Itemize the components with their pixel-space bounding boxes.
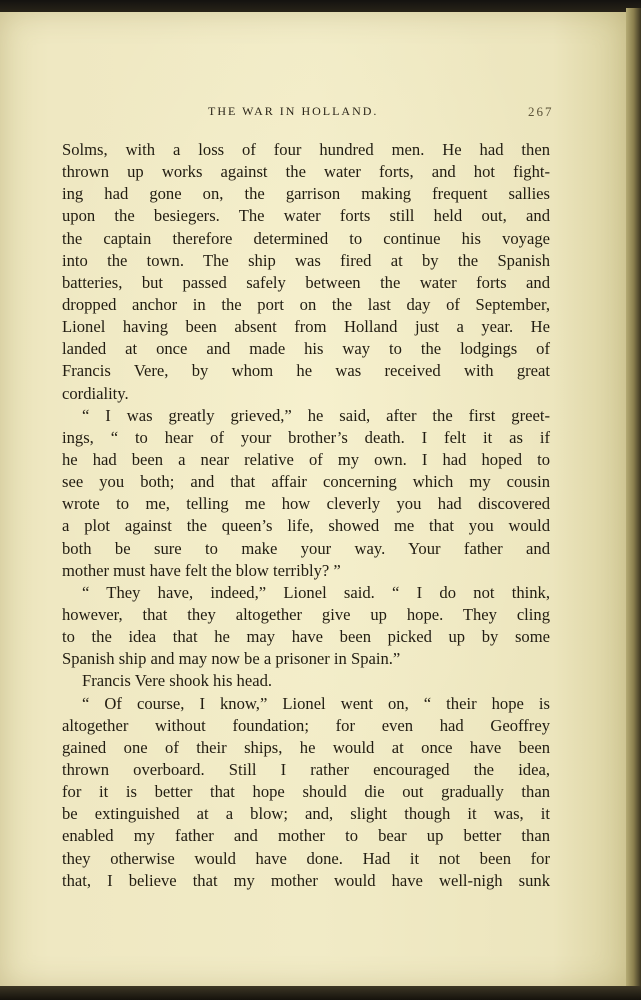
text-line: “ Of course, I know,” Lionel went on, “ their hope is [82, 693, 550, 713]
page-number: 267 [528, 104, 554, 119]
text-line: ings, “ to hear of your brother’s death. I felt it as if [62, 427, 550, 447]
text-line: Lionel having been absent from Holland just a year. He [62, 317, 550, 337]
text-line: see you both; and that affair concerning which my cousin [62, 472, 550, 492]
text-line: mother must have felt the blow terribly? ” [62, 560, 341, 580]
text-line: Solms, with a loss of four hundred men. He had then [62, 140, 550, 159]
bottom-edge [0, 986, 641, 1000]
book-page [0, 12, 628, 988]
text-line: a plot against the queen’s life, showed me that you would [62, 516, 550, 536]
text-line: dropped anchor in the port on the last day of September, [62, 294, 550, 314]
text-line: wrote to me, telling me how cleverly you had discovered [62, 494, 550, 514]
body-text [62, 139, 550, 892]
text-line: batteries, but passed safely between the water forts and [62, 272, 550, 292]
text-line: however, that they altogether give up hope. They cling [62, 604, 550, 624]
running-head-title: THE WAR IN HOLLAND. [208, 104, 379, 118]
text-line: thrown up works against the water forts, and hot fight- [62, 162, 550, 182]
text-line: they otherwise would have done. Had it not been for [62, 848, 550, 868]
text-line: “ I was greatly grieved,” he said, after the first greet- [82, 405, 550, 425]
text-line: “ They have, indeed,” Lionel said. “ I do not think, [82, 582, 550, 602]
text-line: Spanish ship and may now be a prisoner in Spain.” [62, 649, 401, 669]
text-line: altogether without foundation; for even had Geoffrey [62, 715, 550, 735]
text-line: for it is better that hope should die out gradually than [62, 782, 550, 802]
text-line: both be sure to make your way. Your father and [62, 538, 550, 558]
text-line: thrown overboard. Still I rather encouraged the idea, [62, 759, 550, 779]
text-line: ing had gone on, the garrison making frequent sallies [62, 184, 550, 204]
page-edge [626, 8, 641, 988]
text-line: to the idea that he may have been picked up by some [62, 627, 550, 647]
text-line: Francis Vere shook his head. [82, 671, 273, 691]
text-line: into the town. The ship was fired at by the Spanish [62, 250, 550, 270]
text-line: cordiality. [62, 383, 129, 403]
text-line: he had been a near relative of my own. I had hoped to [62, 449, 550, 469]
text-line: gained one of their ships, he would at once have been [62, 737, 550, 757]
text-line: the captain therefore determined to continue his voyage [62, 228, 550, 248]
text-line: enabled my father and mother to bear up better than [62, 826, 550, 846]
text-line: landed at once and made his way to the lodgings of [62, 339, 550, 359]
text-line: upon the besiegers. The water forts still held out, and [62, 206, 550, 226]
text-line: Francis Vere, by whom he was received with great [62, 361, 550, 381]
text-line: be extinguished at a blow; and, slight though it was, it [62, 804, 550, 824]
text-line: that, I believe that my mother would have well-nigh sunk [62, 870, 550, 890]
